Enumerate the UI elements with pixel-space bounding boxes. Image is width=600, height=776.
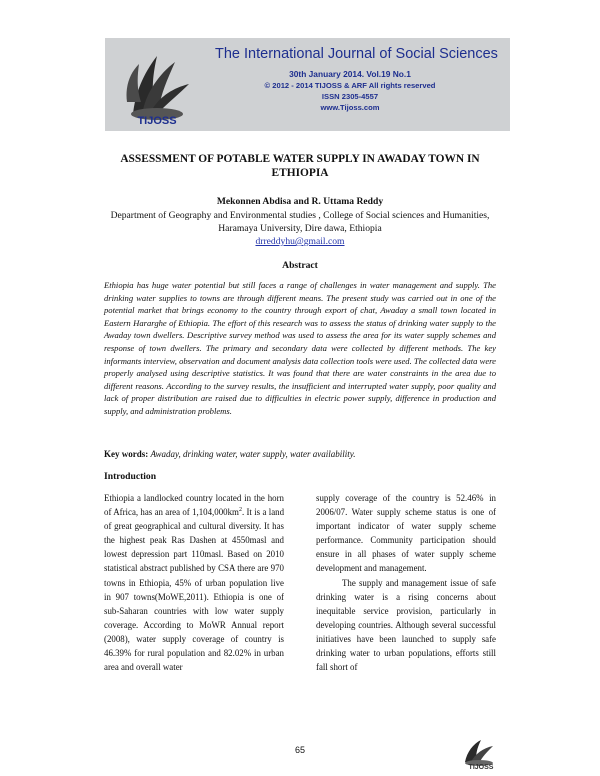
introduction-heading: Introduction <box>104 471 157 482</box>
keywords-text: Awaday, drinking water, water supply, water availability. <box>150 449 356 459</box>
journal-title: The International Journal of Social Sciences <box>215 46 498 62</box>
email-link[interactable]: drreddyhu@gmail.com <box>255 236 345 247</box>
left-text-2: . It is a land of great geographical and cultural diversity. It has the highest peak Ras Dashen at 4550masl and lowest depression part 110masl. Based on 2010 statistical abstract published by CSA there are 970 towns in Ethiopia, 45% of urban population live in 907 towns(MoWE,2011). Ethiopia is one of sub-Saharan countries with low water supply coverage. According to MoWR Annual report (2008), water supply coverage of country is 46.39% for rural population and 82.02% in urban area and overall water <box>104 507 285 673</box>
right-paragraph-1: supply coverage of the country is 52.46% in 2006/07. Water supply scheme status is one of important indicator of water supply scheme performance. Community participation should ensure in all phases of water supply scheme development and management. <box>316 493 496 574</box>
superscript: 2 <box>238 507 242 514</box>
paper-title <box>60 152 540 180</box>
journal-logo-icon <box>113 44 201 128</box>
issue-date: 30th January 2014. Vol.19 No.1 <box>289 69 411 79</box>
keywords <box>104 449 496 459</box>
left-column <box>104 491 284 674</box>
copyright-line: © 2012 - 2014 TIJOSS & ARF All rights reserved <box>264 81 436 90</box>
right-column <box>316 491 496 674</box>
journal-banner <box>105 38 510 131</box>
title-line-2: ETHIOPIA <box>271 167 329 179</box>
website-link[interactable]: www.Tijoss.com <box>320 103 380 112</box>
svg-text:TIJOSS: TIJOSS <box>468 764 494 770</box>
issn-line: ISSN 2305-4557 <box>321 92 379 101</box>
left-text-1: Ethiopia a landlocked country located in the horn of Africa, has an area of 1,104,000km <box>104 493 284 518</box>
svg-text:TIJOSS: TIJOSS <box>137 115 177 127</box>
affiliation-line-2: Haramaya University, Dire dawa, Ethiopia <box>218 223 382 234</box>
authors: Mekonnen Abdisa and R. Uttama Reddy <box>216 196 384 207</box>
abstract-text: Ethiopia has huge water potential but still faces a range of challenges in water management and supply. The drinking water supplies to towns are through different means. The present study was carried out in one of the potential market that brings economy to the country through export of chat, Awaday a small town located in Eastern Hararghe of Ethiopia. The effort of this research was to assess the status of drinking water supply to the Awaday town dwellers. Descriptive survey method was used to assess the area for its water supply schemes and response of town dwellers. The primary and secondary data were collected by different methods. The key informants interview, observation and document analysis data collection tools were used. The collected data were properly analysed using descriptive statistics. It was found that there are water constraints in the area due to different reasons. According to the survey results, the insufficient and interrupted water supply, poor quality and lack of proper distribution are raised due to difficulties in electric power supply, difference in production and supply, and administration problems. <box>104 280 496 416</box>
left-paragraph <box>104 491 284 674</box>
page-number: 65 <box>294 745 305 755</box>
abstract-heading: Abstract <box>282 260 318 271</box>
right-paragraph-2: The supply and management issue of safe drinking water is a rising concerns about inequitable service provision, particularly in developing countries. Although several successful initiatives have been launched to supply safe drinking water to urban populations, efforts still fall short of <box>316 577 496 673</box>
keywords-label: Key words: <box>104 449 149 459</box>
title-line-1: ASSESSMENT OF POTABLE WATER SUPPLY IN AWADAY TOWN IN <box>120 153 480 165</box>
affiliation-line-1: Department of Geography and Environmental studies , College of Social sciences and Humanities, <box>110 210 490 221</box>
